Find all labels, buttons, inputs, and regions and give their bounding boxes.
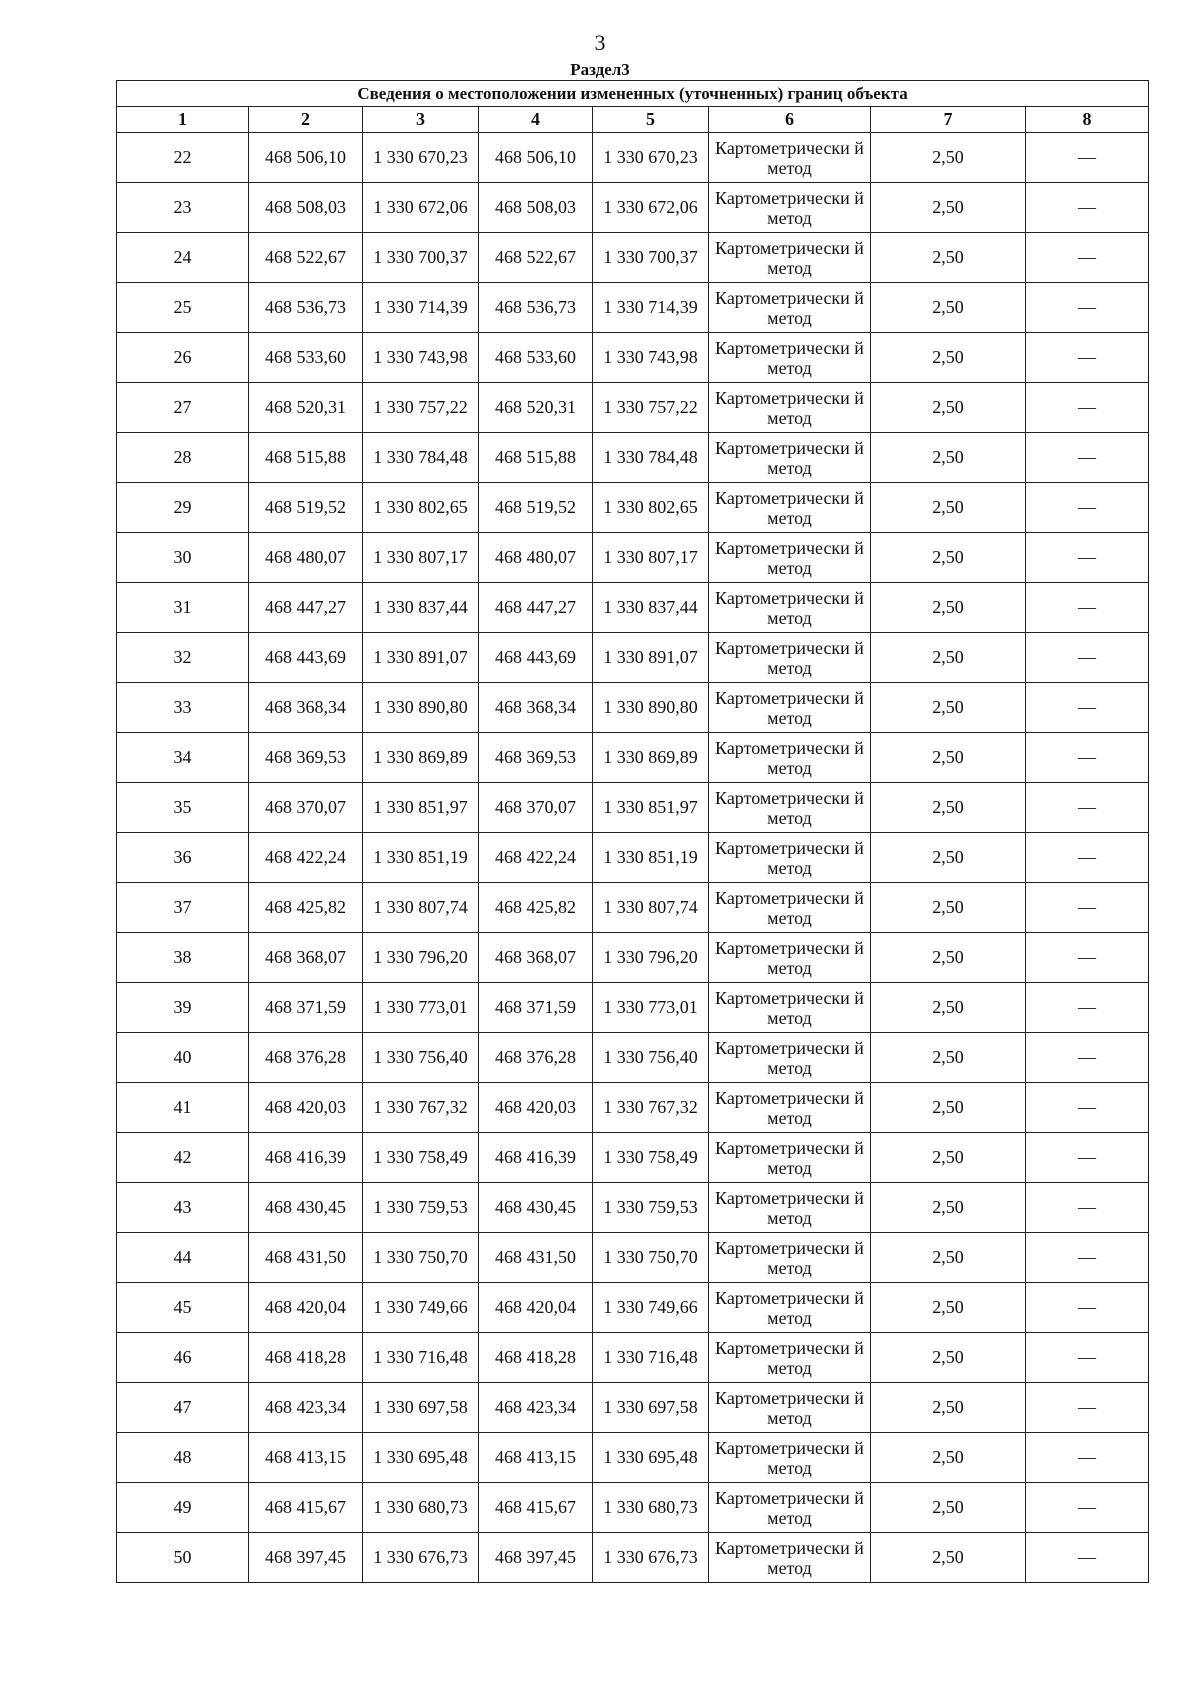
column-header: 4 [479,107,593,133]
refined-x-cell: 468 376,28 [479,1033,593,1083]
existing-x-cell: 468 430,45 [249,1183,363,1233]
refined-y-cell: 1 330 757,22 [593,383,709,433]
refined-y-cell: 1 330 676,73 [593,1533,709,1583]
existing-y-cell: 1 330 837,44 [363,583,479,633]
column-header: 3 [363,107,479,133]
method-cell: Картометрически й метод [709,283,871,333]
refined-x-cell: 468 536,73 [479,283,593,333]
table-body [117,133,1149,1583]
description-cell: — [1026,1233,1149,1283]
refined-y-cell: 1 330 758,49 [593,1133,709,1183]
existing-y-cell: 1 330 802,65 [363,483,479,533]
existing-x-cell: 468 413,15 [249,1433,363,1483]
existing-y-cell: 1 330 716,48 [363,1333,479,1383]
precision-cell: 2,50 [871,1533,1026,1583]
point-number-cell: 32 [117,633,249,683]
table-row [117,283,1149,333]
refined-x-cell: 468 533,60 [479,333,593,383]
existing-x-cell: 468 522,67 [249,233,363,283]
existing-x-cell: 468 418,28 [249,1333,363,1383]
table-row [117,383,1149,433]
method-cell: Картометрически й метод [709,333,871,383]
existing-y-cell: 1 330 756,40 [363,1033,479,1083]
precision-cell: 2,50 [871,883,1026,933]
existing-x-cell: 468 376,28 [249,1033,363,1083]
precision-cell: 2,50 [871,833,1026,883]
refined-x-cell: 468 413,15 [479,1433,593,1483]
table-row [117,583,1149,633]
precision-cell: 2,50 [871,683,1026,733]
refined-x-cell: 468 425,82 [479,883,593,933]
precision-cell: 2,50 [871,1283,1026,1333]
column-header: 1 [117,107,249,133]
point-number-cell: 43 [117,1183,249,1233]
refined-y-cell: 1 330 890,80 [593,683,709,733]
table-row [117,633,1149,683]
method-cell: Картометрически й метод [709,883,871,933]
existing-y-cell: 1 330 680,73 [363,1483,479,1533]
existing-y-cell: 1 330 807,74 [363,883,479,933]
description-cell: — [1026,1533,1149,1583]
existing-y-cell: 1 330 890,80 [363,683,479,733]
refined-x-cell: 468 368,07 [479,933,593,983]
existing-x-cell: 468 520,31 [249,383,363,433]
refined-y-cell: 1 330 759,53 [593,1183,709,1233]
method-cell: Картометрически й метод [709,1283,871,1333]
existing-y-cell: 1 330 851,97 [363,783,479,833]
description-cell: — [1026,1383,1149,1433]
method-cell: Картометрически й метод [709,533,871,583]
point-number-cell: 37 [117,883,249,933]
existing-x-cell: 468 515,88 [249,433,363,483]
method-cell: Картометрически й метод [709,933,871,983]
table-row [117,783,1149,833]
precision-cell: 2,50 [871,1033,1026,1083]
precision-cell: 2,50 [871,983,1026,1033]
method-cell: Картометрически й метод [709,633,871,683]
precision-cell: 2,50 [871,283,1026,333]
existing-y-cell: 1 330 807,17 [363,533,479,583]
existing-y-cell: 1 330 758,49 [363,1133,479,1183]
refined-x-cell: 468 515,88 [479,433,593,483]
refined-y-cell: 1 330 802,65 [593,483,709,533]
existing-y-cell: 1 330 697,58 [363,1383,479,1433]
refined-x-cell: 468 506,10 [479,133,593,183]
description-cell: — [1026,1333,1149,1383]
precision-cell: 2,50 [871,583,1026,633]
point-number-cell: 45 [117,1283,249,1333]
method-cell: Картометрически й метод [709,433,871,483]
existing-x-cell: 468 370,07 [249,783,363,833]
description-cell: — [1026,533,1149,583]
method-cell: Картометрически й метод [709,233,871,283]
point-number-cell: 47 [117,1383,249,1433]
existing-y-cell: 1 330 672,06 [363,183,479,233]
description-cell: — [1026,733,1149,783]
precision-cell: 2,50 [871,1483,1026,1533]
point-number-cell: 38 [117,933,249,983]
existing-x-cell: 468 443,69 [249,633,363,683]
point-number-cell: 46 [117,1333,249,1383]
existing-x-cell: 468 533,60 [249,333,363,383]
description-cell: — [1026,433,1149,483]
existing-x-cell: 468 423,34 [249,1383,363,1433]
point-number-cell: 24 [117,233,249,283]
refined-x-cell: 468 397,45 [479,1533,593,1583]
precision-cell: 2,50 [871,633,1026,683]
refined-y-cell: 1 330 750,70 [593,1233,709,1283]
point-number-cell: 41 [117,1083,249,1133]
table-row [117,833,1149,883]
table-row [117,1283,1149,1333]
precision-cell: 2,50 [871,483,1026,533]
existing-y-cell: 1 330 851,19 [363,833,479,883]
point-number-cell: 25 [117,283,249,333]
refined-x-cell: 468 522,67 [479,233,593,283]
existing-x-cell: 468 519,52 [249,483,363,533]
refined-x-cell: 468 480,07 [479,533,593,583]
refined-y-cell: 1 330 680,73 [593,1483,709,1533]
table-row [117,1383,1149,1433]
existing-x-cell: 468 397,45 [249,1533,363,1583]
refined-y-cell: 1 330 695,48 [593,1433,709,1483]
existing-y-cell: 1 330 796,20 [363,933,479,983]
existing-y-cell: 1 330 784,48 [363,433,479,483]
table-row [117,1033,1149,1083]
description-cell: — [1026,233,1149,283]
description-cell: — [1026,983,1149,1033]
existing-y-cell: 1 330 750,70 [363,1233,479,1283]
existing-x-cell: 468 420,04 [249,1283,363,1333]
refined-x-cell: 468 371,59 [479,983,593,1033]
refined-x-cell: 468 369,53 [479,733,593,783]
description-cell: — [1026,333,1149,383]
refined-y-cell: 1 330 697,58 [593,1383,709,1433]
point-number-cell: 23 [117,183,249,233]
table-row [117,1483,1149,1533]
existing-x-cell: 468 425,82 [249,883,363,933]
existing-x-cell: 468 508,03 [249,183,363,233]
table-row [117,483,1149,533]
refined-x-cell: 468 423,34 [479,1383,593,1433]
refined-y-cell: 1 330 743,98 [593,333,709,383]
precision-cell: 2,50 [871,433,1026,483]
description-cell: — [1026,1483,1149,1533]
method-cell: Картометрически й метод [709,1483,871,1533]
point-number-cell: 31 [117,583,249,633]
existing-x-cell: 468 431,50 [249,1233,363,1283]
point-number-cell: 48 [117,1433,249,1483]
table-row [117,983,1149,1033]
precision-cell: 2,50 [871,1083,1026,1133]
existing-x-cell: 468 371,59 [249,983,363,1033]
existing-x-cell: 468 368,07 [249,933,363,983]
existing-y-cell: 1 330 743,98 [363,333,479,383]
method-cell: Картометрически й метод [709,1033,871,1083]
table-row [117,1183,1149,1233]
precision-cell: 2,50 [871,783,1026,833]
refined-x-cell: 468 416,39 [479,1133,593,1183]
method-cell: Картометрически й метод [709,483,871,533]
existing-y-cell: 1 330 676,73 [363,1533,479,1583]
existing-x-cell: 468 368,34 [249,683,363,733]
description-cell: — [1026,1183,1149,1233]
description-cell: — [1026,833,1149,883]
refined-y-cell: 1 330 891,07 [593,633,709,683]
table-row [117,433,1149,483]
point-number-cell: 49 [117,1483,249,1533]
existing-x-cell: 468 536,73 [249,283,363,333]
precision-cell: 2,50 [871,1183,1026,1233]
table-caption: Сведения о местоположении измененных (уточненных) границ объекта [117,81,1149,107]
page-number: 3 [594,30,606,55]
method-cell: Картометрически й метод [709,183,871,233]
refined-x-cell: 468 415,67 [479,1483,593,1533]
refined-x-cell: 468 430,45 [479,1183,593,1233]
table-row [117,333,1149,383]
refined-y-cell: 1 330 869,89 [593,733,709,783]
existing-y-cell: 1 330 767,32 [363,1083,479,1133]
description-cell: — [1026,283,1149,333]
refined-y-cell: 1 330 670,23 [593,133,709,183]
existing-x-cell: 468 447,27 [249,583,363,633]
description-cell: — [1026,1083,1149,1133]
existing-y-cell: 1 330 757,22 [363,383,479,433]
refined-y-cell: 1 330 851,97 [593,783,709,833]
existing-y-cell: 1 330 869,89 [363,733,479,783]
existing-y-cell: 1 330 700,37 [363,233,479,283]
table-row [117,133,1149,183]
refined-y-cell: 1 330 767,32 [593,1083,709,1133]
refined-y-cell: 1 330 807,17 [593,533,709,583]
method-cell: Картометрически й метод [709,733,871,783]
table-row [117,183,1149,233]
method-cell: Картометрически й метод [709,1333,871,1383]
refined-y-cell: 1 330 773,01 [593,983,709,1033]
refined-x-cell: 468 520,31 [479,383,593,433]
point-number-cell: 28 [117,433,249,483]
refined-x-cell: 468 418,28 [479,1333,593,1383]
method-cell: Картометрически й метод [709,683,871,733]
point-number-cell: 50 [117,1533,249,1583]
description-cell: — [1026,383,1149,433]
existing-y-cell: 1 330 891,07 [363,633,479,683]
description-cell: — [1026,1033,1149,1083]
point-number-cell: 39 [117,983,249,1033]
precision-cell: 2,50 [871,1133,1026,1183]
existing-y-cell: 1 330 759,53 [363,1183,479,1233]
method-cell: Картометрически й метод [709,1383,871,1433]
table-row [117,233,1149,283]
precision-cell: 2,50 [871,233,1026,283]
point-number-cell: 44 [117,1233,249,1283]
table-row [117,1133,1149,1183]
refined-y-cell: 1 330 784,48 [593,433,709,483]
precision-cell: 2,50 [871,383,1026,433]
table-row [117,1533,1149,1583]
refined-y-cell: 1 330 716,48 [593,1333,709,1383]
point-number-cell: 36 [117,833,249,883]
description-cell: — [1026,583,1149,633]
point-number-cell: 42 [117,1133,249,1183]
refined-x-cell: 468 368,34 [479,683,593,733]
refined-x-cell: 468 519,52 [479,483,593,533]
description-cell: — [1026,183,1149,233]
precision-cell: 2,50 [871,533,1026,583]
method-cell: Картометрически й метод [709,1083,871,1133]
precision-cell: 2,50 [871,333,1026,383]
method-cell: Картометрически й метод [709,583,871,633]
precision-cell: 2,50 [871,933,1026,983]
description-cell: — [1026,1433,1149,1483]
precision-cell: 2,50 [871,1383,1026,1433]
refined-x-cell: 468 431,50 [479,1233,593,1283]
precision-cell: 2,50 [871,1433,1026,1483]
existing-x-cell: 468 415,67 [249,1483,363,1533]
refined-x-cell: 468 508,03 [479,183,593,233]
description-cell: — [1026,1283,1149,1333]
existing-y-cell: 1 330 749,66 [363,1283,479,1333]
refined-y-cell: 1 330 756,40 [593,1033,709,1083]
section-title: Раздел3 [570,60,630,79]
point-number-cell: 26 [117,333,249,383]
method-cell: Картометрически й метод [709,1133,871,1183]
existing-x-cell: 468 506,10 [249,133,363,183]
method-cell: Картометрически й метод [709,783,871,833]
table-row [117,1083,1149,1133]
method-cell: Картометрически й метод [709,383,871,433]
description-cell: — [1026,483,1149,533]
existing-x-cell: 468 416,39 [249,1133,363,1183]
table-row [117,533,1149,583]
method-cell: Картометрически й метод [709,833,871,883]
description-cell: — [1026,883,1149,933]
description-cell: — [1026,933,1149,983]
method-cell: Картометрически й метод [709,983,871,1033]
refined-x-cell: 468 370,07 [479,783,593,833]
column-header: 5 [593,107,709,133]
column-header: 6 [709,107,871,133]
table-row [117,1233,1149,1283]
coordinates-table [116,80,1149,1583]
point-number-cell: 30 [117,533,249,583]
method-cell: Картометрически й метод [709,1233,871,1283]
existing-y-cell: 1 330 773,01 [363,983,479,1033]
refined-y-cell: 1 330 851,19 [593,833,709,883]
precision-cell: 2,50 [871,183,1026,233]
refined-y-cell: 1 330 807,74 [593,883,709,933]
table-row [117,1333,1149,1383]
point-number-cell: 34 [117,733,249,783]
method-cell: Картометрически й метод [709,133,871,183]
description-cell: — [1026,633,1149,683]
existing-y-cell: 1 330 714,39 [363,283,479,333]
table-row [117,883,1149,933]
table-row [117,683,1149,733]
table-row [117,1433,1149,1483]
point-number-cell: 33 [117,683,249,733]
refined-y-cell: 1 330 796,20 [593,933,709,983]
table-row [117,933,1149,983]
point-number-cell: 22 [117,133,249,183]
existing-x-cell: 468 369,53 [249,733,363,783]
precision-cell: 2,50 [871,1233,1026,1283]
point-number-cell: 27 [117,383,249,433]
refined-x-cell: 468 420,04 [479,1283,593,1333]
precision-cell: 2,50 [871,733,1026,783]
refined-y-cell: 1 330 700,37 [593,233,709,283]
existing-x-cell: 468 480,07 [249,533,363,583]
point-number-cell: 29 [117,483,249,533]
description-cell: — [1026,133,1149,183]
existing-x-cell: 468 420,03 [249,1083,363,1133]
refined-y-cell: 1 330 837,44 [593,583,709,633]
column-header: 8 [1026,107,1149,133]
refined-x-cell: 468 447,27 [479,583,593,633]
point-number-cell: 35 [117,783,249,833]
refined-y-cell: 1 330 749,66 [593,1283,709,1333]
refined-y-cell: 1 330 714,39 [593,283,709,333]
description-cell: — [1026,1133,1149,1183]
refined-x-cell: 468 443,69 [479,633,593,683]
method-cell: Картометрически й метод [709,1533,871,1583]
description-cell: — [1026,683,1149,733]
column-header: 7 [871,107,1026,133]
method-cell: Картометрически й метод [709,1433,871,1483]
description-cell: — [1026,783,1149,833]
refined-y-cell: 1 330 672,06 [593,183,709,233]
precision-cell: 2,50 [871,133,1026,183]
refined-x-cell: 468 420,03 [479,1083,593,1133]
table-row [117,733,1149,783]
existing-y-cell: 1 330 670,23 [363,133,479,183]
method-cell: Картометрически й метод [709,1183,871,1233]
refined-x-cell: 468 422,24 [479,833,593,883]
point-number-cell: 40 [117,1033,249,1083]
precision-cell: 2,50 [871,1333,1026,1383]
column-header: 2 [249,107,363,133]
existing-x-cell: 468 422,24 [249,833,363,883]
existing-y-cell: 1 330 695,48 [363,1433,479,1483]
